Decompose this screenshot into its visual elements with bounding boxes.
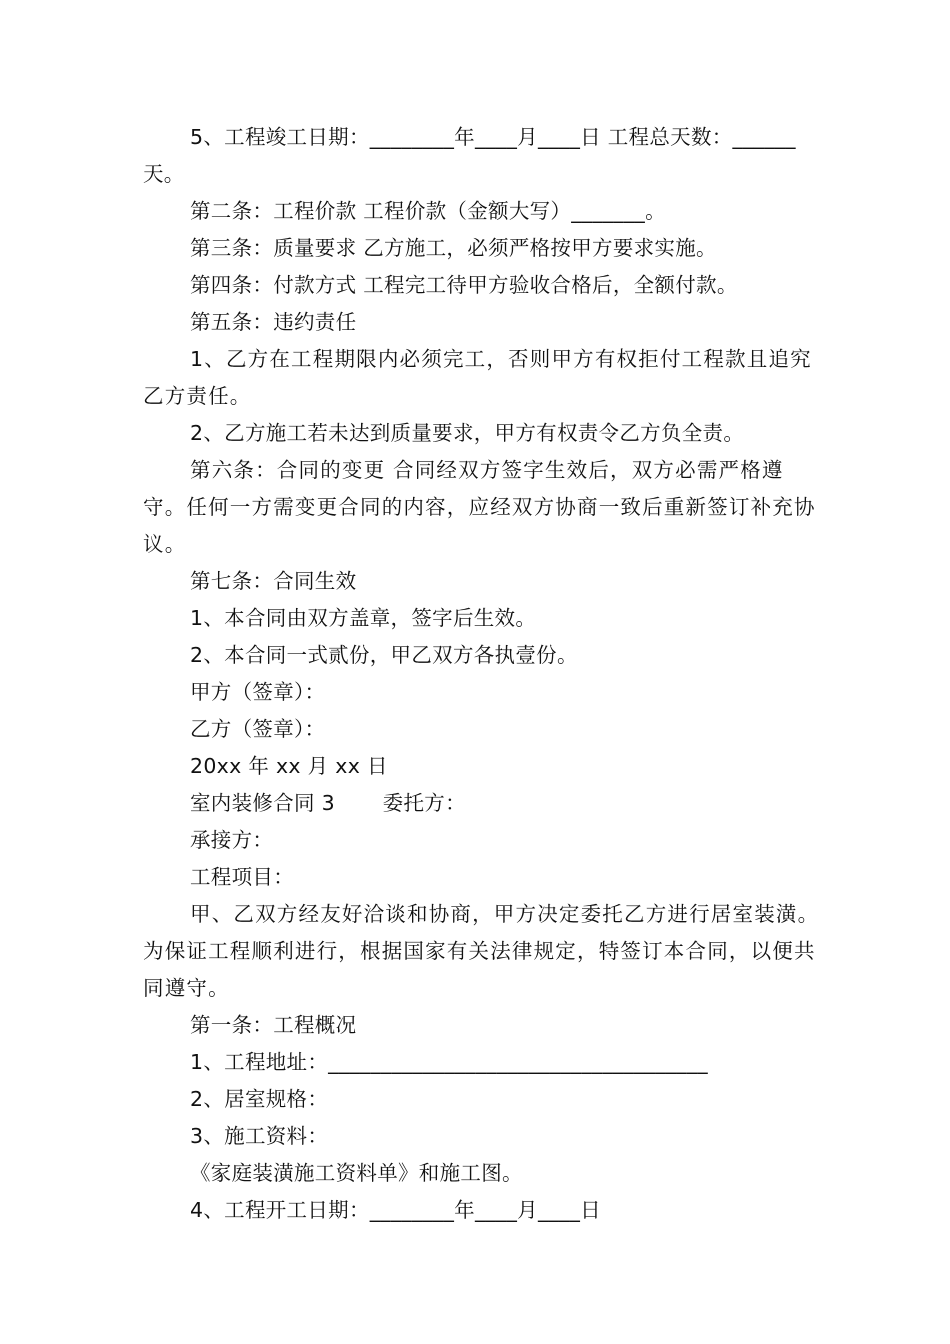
contractor-line: 承接方：	[190, 828, 274, 852]
paragraph-room-spec: 2、居室规格：	[190, 1087, 329, 1111]
paragraph-effect-1: 1、本合同由双方盖章，签字后生效。	[190, 606, 537, 630]
contract-3-title-client: 室内装修合同 3 委托方：	[190, 791, 466, 815]
paragraph-construction-materials: 3、施工资料：	[190, 1124, 329, 1148]
paragraph-article-3-quality: 第三条：质量要求 乙方施工，必须严格按甲方要求实施。	[190, 236, 717, 260]
paragraph-start-date: 4、工程开工日期：________年____月____日	[190, 1198, 601, 1222]
party-a-signature: 甲方（签章）：	[190, 680, 326, 704]
paragraph-liability-2: 2、乙方施工若未达到质量要求，甲方有权责令乙方负全责。	[190, 421, 745, 445]
paragraph-article-2-price: 第二条：工程价款 工程价款（金额大写）_______。	[190, 199, 666, 223]
paragraph-article-1-heading: 第一条：工程概况	[190, 1013, 357, 1037]
paragraph-article-5-heading: 第五条：违约责任	[190, 310, 357, 334]
paragraph-preamble: 甲、乙双方经友好洽谈和协商，甲方决定委托乙方进行居室装潢。为保证工程顺利进行，根据国家有关法律规定，特签订本合同，以便共同遵守。	[143, 902, 820, 1000]
paragraph-project-address: 1、工程地址：____________________________________	[190, 1050, 708, 1074]
paragraph-effect-2: 2、本合同一式贰份，甲乙双方各执壹份。	[190, 643, 578, 667]
party-b-signature: 乙方（签章）：	[190, 717, 326, 741]
project-line: 工程项目：	[190, 865, 294, 889]
paragraph-completion-date: 5、工程竣工日期：________年____月____日 工程总天数：______天。	[143, 125, 796, 186]
paragraph-article-4-payment: 第四条：付款方式 工程完工待甲方验收合格后，全额付款。	[190, 273, 738, 297]
paragraph-article-6-changes: 第六条：合同的变更 合同经双方签字生效后，双方必需严格遵守。任何一方需变更合同的内容，应经双方协商一致后重新签订补充协议。	[143, 458, 816, 556]
document-body	[143, 119, 823, 1229]
paragraph-materials-list: 《家庭装潢施工资料单》和施工图。	[190, 1161, 523, 1185]
paragraph-article-7-heading: 第七条：合同生效	[190, 569, 357, 593]
paragraph-liability-1: 1、乙方在工程期限内必须完工，否则甲方有权拒付工程款且追究乙方责任。	[143, 347, 812, 408]
signing-date: 20xx 年 xx 月 xx 日	[190, 754, 388, 778]
